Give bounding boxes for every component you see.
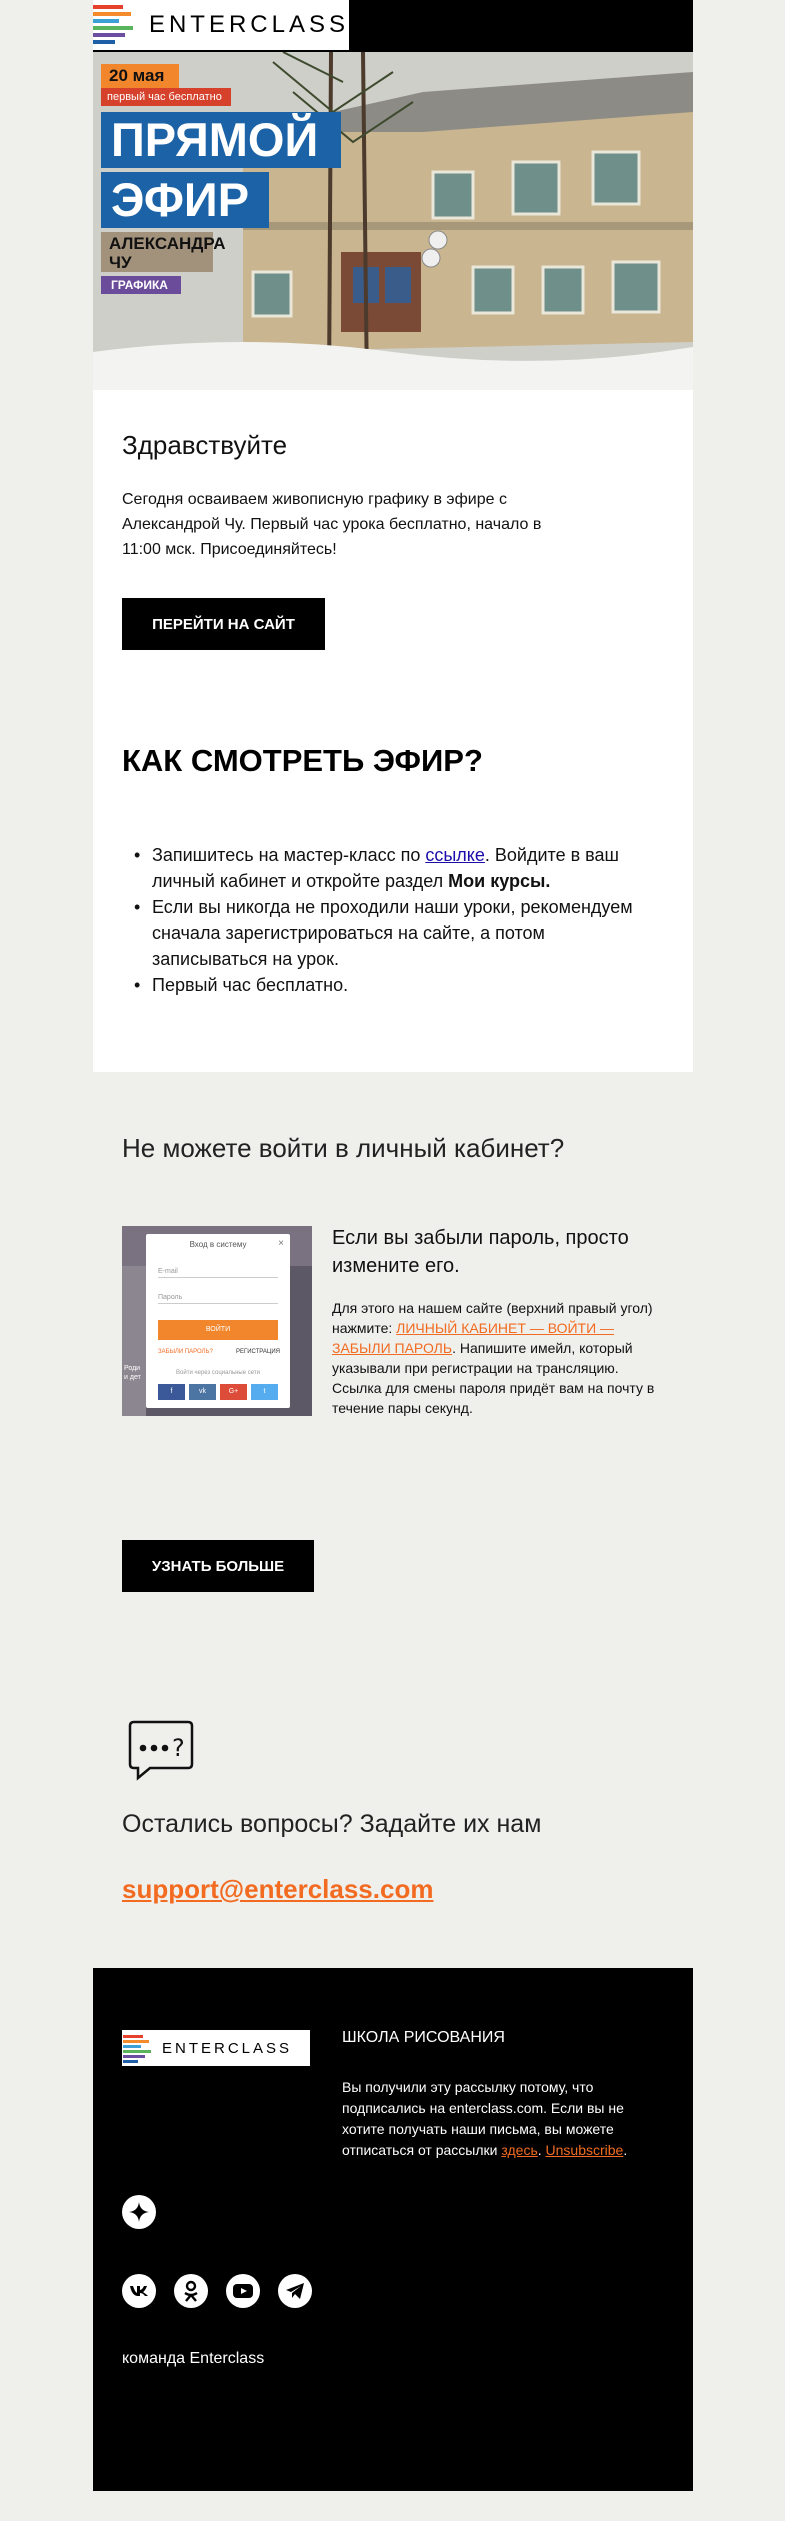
school-title: ШКОЛА РИСОВАНИЯ	[342, 2029, 505, 2046]
modal-google-icon: G+	[220, 1384, 247, 1400]
modal-vk-icon: vk	[189, 1384, 216, 1400]
modal-twitter-icon: t	[251, 1384, 278, 1400]
footer-logo-text: ENTERCLASS	[162, 2039, 293, 2057]
forgot-password-title: Если вы забыли пароль, просто измените его.	[332, 1227, 629, 1277]
vk-icon[interactable]	[122, 2274, 156, 2308]
questions-title: Остались вопросы? Задайте их нам	[122, 1810, 542, 1838]
modal-social-caption: Войти через социальные сети	[176, 1370, 260, 1376]
modal-email-field: E-mail	[158, 1268, 278, 1278]
login-help-title: Не можете войти в личный кабинет?	[122, 1133, 565, 1163]
youtube-icon[interactable]	[226, 2274, 260, 2308]
reset-password-link[interactable]: ЛИЧНЫЙ КАБИНЕТ — ВОЙТИ — ЗАБЫЛИ ПАРОЛЬ	[332, 1320, 615, 1356]
greeting-title: Здравствуйте	[122, 430, 288, 460]
odnoklassniki-icon[interactable]	[174, 2274, 208, 2308]
how-to-watch-title: КАК СМОТРЕТЬ ЭФИР?	[122, 743, 483, 778]
modal-register-link: РЕГИСТРАЦИЯ	[235, 1349, 280, 1355]
logo-text: ENTERCLASS	[148, 11, 349, 38]
modal-side-text: Роди и дет	[124, 1365, 141, 1381]
logo-stripes-icon	[93, 1, 135, 49]
unsubscribe-here-link[interactable]: здесь	[501, 2142, 538, 2158]
category-tag: ГРАФИКА	[101, 276, 181, 294]
modal-password-field: Пароль	[158, 1294, 278, 1304]
login-screenshot	[122, 1226, 312, 1416]
modal-heading: Вход в систему	[189, 1240, 247, 1249]
logo-stripes-icon	[123, 2032, 153, 2064]
modal-facebook-icon: f	[158, 1384, 185, 1400]
list-item: • Запишитесь на мастер-класс по ссылке. Войдите в ваш личный кабинет и откройте раздел Мои курсы.	[122, 842, 642, 894]
modal-forgot-link: ЗАБЫЛИ ПАРОЛЬ?	[158, 1349, 213, 1355]
free-hour-tag: первый час бесплатно	[101, 88, 231, 106]
enterclass-logo[interactable]	[93, 0, 351, 52]
footer-logo[interactable]	[122, 2030, 310, 2066]
intro-text: Сегодня осваиваем живописную графику в эфире с Александрой Чу. Первый час урока бесплатно, начало в 11:00 мск. Присоединяйтесь!	[122, 491, 542, 558]
how-to-watch-list	[122, 842, 642, 998]
list-item: • Первый час бесплатно.	[122, 972, 642, 998]
login-modal	[146, 1234, 290, 1408]
learn-more-button[interactable]: УЗНАТЬ БОЛЬШЕ	[122, 1540, 314, 1592]
go-to-site-button[interactable]: ПЕРЕЙТИ НА САЙТ	[122, 598, 325, 650]
unsubscribe-link[interactable]: Unsubscribe	[545, 2142, 624, 2158]
author-tag: АЛЕКСАНДРА ЧУ	[101, 232, 213, 272]
email-body	[93, 0, 693, 2491]
team-signature: команда Enterclass	[122, 2350, 265, 2367]
hero-banner[interactable]	[93, 52, 693, 390]
date-tag: 20 мая	[101, 64, 179, 88]
list-item: • Если вы никогда не проходили наши уроки, рекомендуем сначала зарегистрироваться на сайте, а потом записываться на урок.	[122, 894, 642, 972]
telegram-icon[interactable]	[278, 2274, 312, 2308]
signup-link[interactable]: ссылке	[425, 845, 485, 865]
live-tag-line2: ЭФИР	[101, 172, 269, 228]
star-icon[interactable]	[122, 2195, 156, 2229]
svg-text:?: ?	[172, 1734, 185, 1762]
forgot-password-text: Для этого на нашем сайте (верхний правый угол) нажмите: ЛИЧНЫЙ КАБИНЕТ — ВОЙТИ — ЗАБЫЛИ ПАРОЛЬ. Напишите имейл, который указывали при регистрации на трансляцию. Ссылка для смены пароля придёт вам на почту в течение пары секунд.	[332, 1300, 655, 1416]
support-email-link[interactable]: support@enterclass.com	[122, 1874, 434, 1904]
modal-close-icon: ×	[278, 1238, 284, 1249]
footer-text: Вы получили эту рассылку потому, что подписались на enterclass.com. Если вы не хотите получать наши письма, вы можете отписаться от рассылки здесь. Unsubscribe.	[342, 2079, 628, 2158]
modal-login-button: ВОЙТИ	[158, 1320, 278, 1340]
chat-question-icon	[126, 1718, 196, 1782]
live-tag-line1: ПРЯМОЙ	[101, 112, 341, 168]
